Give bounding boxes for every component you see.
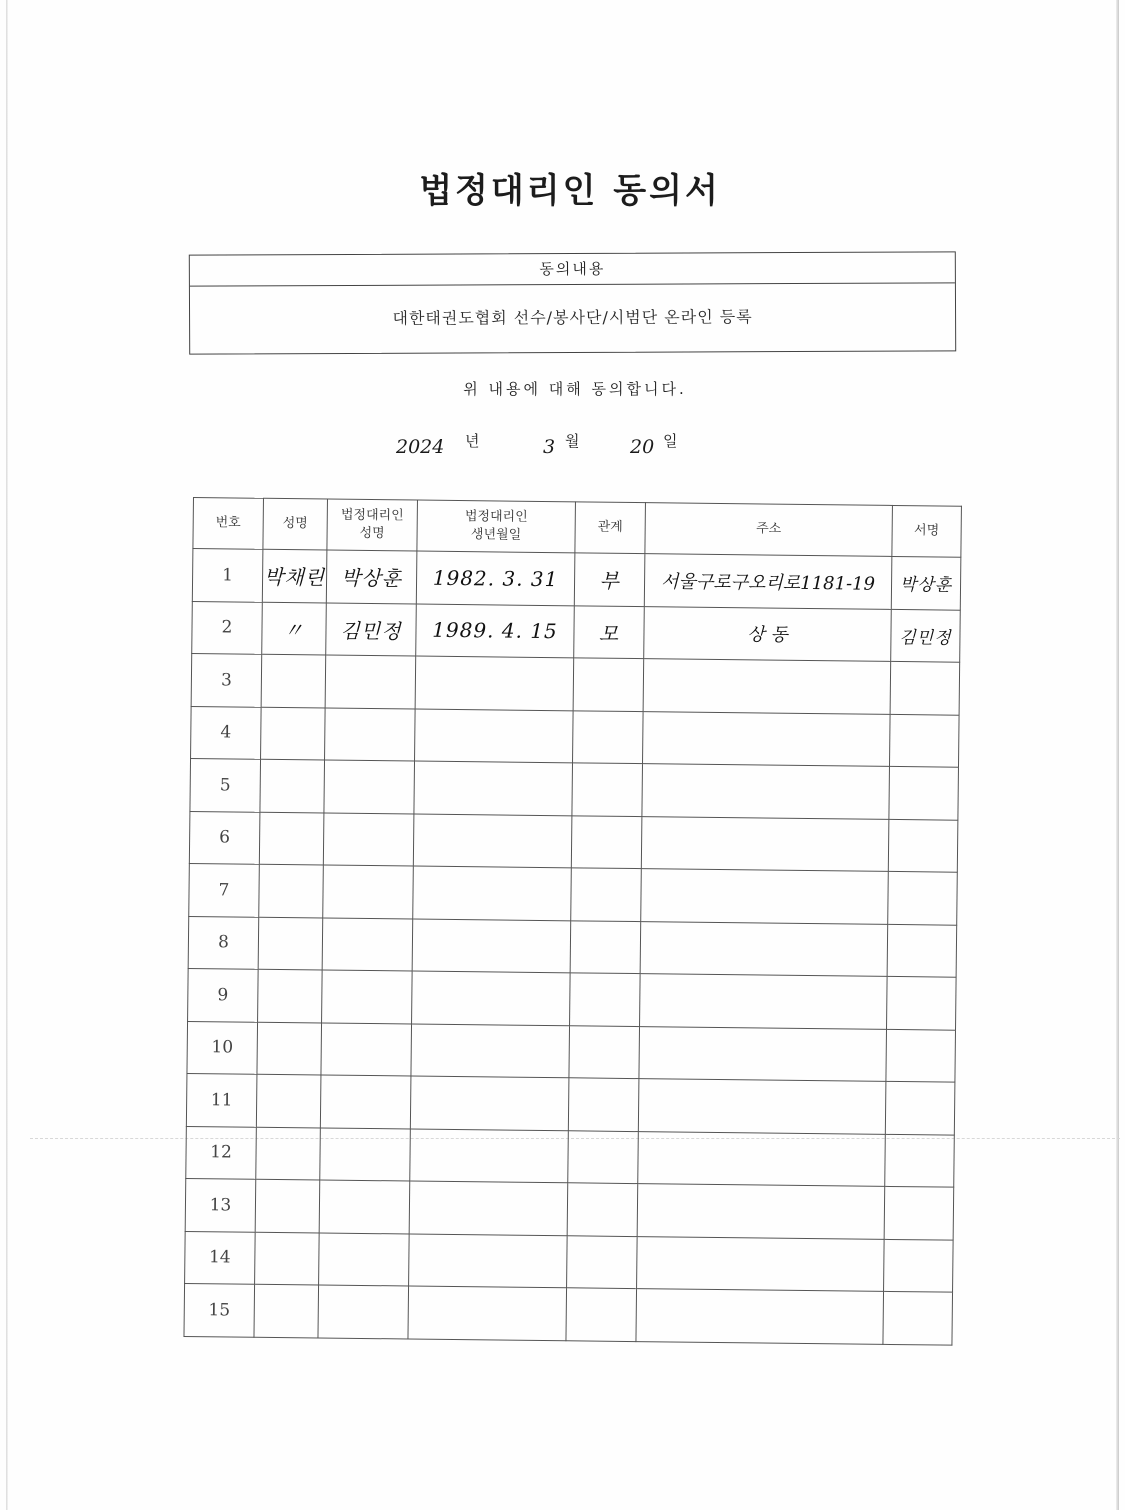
cell-relation: 부 xyxy=(574,553,645,606)
cell-name xyxy=(254,1284,319,1337)
cell-no: 11 xyxy=(186,1073,257,1126)
cell-signature xyxy=(890,661,960,714)
table-row xyxy=(189,811,958,872)
page-edge-right xyxy=(1116,0,1119,1510)
cell-no: 13 xyxy=(185,1178,256,1231)
header-guardian-name-line2: 성명 xyxy=(359,525,385,542)
cell-guardian-name xyxy=(320,1127,411,1181)
table-row xyxy=(191,706,960,767)
cell-guardian-birth xyxy=(415,709,574,763)
table-row xyxy=(185,1231,954,1292)
table-header-row xyxy=(193,498,962,558)
cell-guardian-name xyxy=(323,813,414,867)
cell-address xyxy=(643,659,891,714)
cell-name: 〃 xyxy=(262,602,327,655)
cell-relation xyxy=(573,658,644,711)
cell-relation xyxy=(567,1235,638,1288)
cell-guardian-birth xyxy=(415,656,574,710)
consent-box xyxy=(189,251,956,354)
cell-no: 12 xyxy=(186,1126,257,1179)
cell-relation: 모 xyxy=(574,605,645,658)
cell-guardian-name xyxy=(325,655,416,709)
cell-guardian-name xyxy=(324,760,415,814)
header-no: 번호 xyxy=(193,498,264,550)
header-guardian-birth-line1: 법정대리인 xyxy=(464,509,528,525)
cell-no: 9 xyxy=(188,968,259,1021)
cell-relation xyxy=(570,920,641,973)
cell-name xyxy=(255,1232,320,1285)
cell-name xyxy=(258,969,323,1022)
cell-signature xyxy=(888,871,958,924)
consent-header: 동의내용 xyxy=(190,252,955,286)
cell-guardian-birth xyxy=(410,1129,569,1183)
roster-table xyxy=(183,497,961,1345)
cell-no: 5 xyxy=(190,758,261,811)
date-day: 20 xyxy=(630,436,655,458)
agree-statement: 위 내용에 대해 동의합니다. xyxy=(463,380,687,398)
cell-relation xyxy=(569,1025,640,1078)
date-year: 2024 xyxy=(396,436,445,458)
cell-guardian-name: 박상훈 xyxy=(326,550,417,604)
table-row xyxy=(184,1283,953,1344)
header-name: 성명 xyxy=(263,498,328,550)
cell-no: 6 xyxy=(189,811,260,864)
cell-name xyxy=(258,917,323,970)
cell-name xyxy=(260,759,325,812)
cell-signature xyxy=(885,1081,955,1134)
header-relation: 관계 xyxy=(575,502,646,554)
cell-address xyxy=(640,974,888,1029)
cell-no: 15 xyxy=(184,1283,255,1336)
cell-no: 10 xyxy=(187,1021,258,1074)
cell-relation xyxy=(571,868,642,921)
cell-signature xyxy=(885,1134,955,1187)
cell-no: 1 xyxy=(192,549,263,602)
cell-relation xyxy=(572,763,643,816)
cell-relation xyxy=(568,1130,639,1183)
table-row xyxy=(188,968,957,1029)
cell-guardian-name xyxy=(319,1232,410,1286)
date-year-unit: 년 xyxy=(465,432,480,450)
date-day-unit: 일 xyxy=(663,432,678,450)
cell-guardian-birth xyxy=(412,971,571,1025)
page-edge-left xyxy=(6,0,8,1510)
cell-name xyxy=(256,1127,321,1180)
cell-signature xyxy=(889,766,959,819)
roster-sheet xyxy=(183,497,964,1345)
cell-signature xyxy=(887,924,957,977)
cell-name xyxy=(259,812,324,865)
cell-address xyxy=(642,764,890,819)
date-month-unit: 월 xyxy=(565,432,580,450)
cell-name xyxy=(261,654,326,707)
cell-guardian-birth xyxy=(413,814,572,868)
cell-no: 14 xyxy=(185,1231,256,1284)
cell-no: 8 xyxy=(188,916,259,969)
cell-guardian-name xyxy=(325,708,416,762)
cell-name: 박채린 xyxy=(262,549,327,602)
table-row xyxy=(192,549,961,610)
cell-address xyxy=(641,816,889,871)
cell-guardian-birth: 1989. 4. 15 xyxy=(416,604,575,658)
cell-address xyxy=(641,869,889,924)
cell-address xyxy=(640,921,888,976)
cell-address xyxy=(637,1236,885,1291)
cell-address xyxy=(637,1184,885,1239)
cell-guardian-birth xyxy=(409,1181,568,1235)
cell-relation xyxy=(570,973,641,1026)
table-row xyxy=(189,863,958,924)
cell-no: 2 xyxy=(192,601,263,654)
cell-guardian-name xyxy=(319,1180,410,1234)
cell-name xyxy=(261,707,326,760)
cell-relation xyxy=(568,1078,639,1131)
cell-guardian-birth xyxy=(411,1024,570,1078)
header-guardian-name-line1: 법정대리인 xyxy=(340,507,404,524)
cell-address xyxy=(638,1079,886,1134)
cell-address xyxy=(639,1026,887,1081)
cell-relation xyxy=(571,815,642,868)
cell-signature xyxy=(887,976,957,1029)
header-address: 주소 xyxy=(645,503,893,557)
cell-guardian-birth xyxy=(412,919,571,973)
cell-guardian-name xyxy=(318,1285,409,1339)
header-signature: 서명 xyxy=(892,505,962,557)
cell-signature xyxy=(883,1291,953,1344)
cell-address: 서울구로구오리로1181-19 xyxy=(644,554,892,609)
table-row xyxy=(188,916,957,977)
cell-relation xyxy=(566,1288,637,1341)
cell-guardian-birth: 1982. 3. 31 xyxy=(416,551,575,605)
cell-guardian-name xyxy=(322,970,413,1024)
cell-name xyxy=(257,1022,322,1075)
cell-address xyxy=(636,1289,884,1344)
table-row xyxy=(185,1178,954,1239)
cell-guardian-birth xyxy=(408,1286,567,1340)
cell-guardian-birth xyxy=(409,1233,568,1287)
cell-relation xyxy=(567,1183,638,1236)
cell-guardian-name xyxy=(323,865,414,919)
table-row xyxy=(191,653,960,714)
table-row xyxy=(186,1073,955,1134)
table-row xyxy=(187,1021,956,1082)
cell-signature: 김민정 xyxy=(891,609,961,662)
cell-guardian-name xyxy=(322,917,413,971)
table-row xyxy=(190,758,959,819)
header-guardian-birth xyxy=(417,500,576,553)
cell-guardian-name: 김민정 xyxy=(326,603,417,657)
cell-signature: 박상훈 xyxy=(891,556,961,609)
cell-address: 상 동 xyxy=(644,606,892,661)
document-title: 법정대리인 동의서 xyxy=(419,171,721,211)
header-guardian-name xyxy=(327,499,418,551)
header-guardian-birth-line2: 생년월일 xyxy=(470,527,522,543)
cell-guardian-birth xyxy=(414,761,573,815)
table-row xyxy=(192,601,961,662)
cell-signature xyxy=(889,714,959,767)
cell-name xyxy=(259,864,324,917)
cell-signature xyxy=(886,1029,956,1082)
consent-body: 대한태권도협회 선수/봉사단/시범단 온라인 등록 xyxy=(392,307,753,328)
cell-address xyxy=(643,711,891,766)
cell-signature xyxy=(884,1239,954,1292)
cell-no: 4 xyxy=(191,706,262,759)
cell-signature xyxy=(888,819,958,872)
cell-guardian-birth xyxy=(413,866,572,920)
date-month: 3 xyxy=(543,436,556,458)
cell-signature xyxy=(884,1186,954,1239)
cell-address xyxy=(638,1131,886,1186)
cell-no: 7 xyxy=(189,863,260,916)
cell-name xyxy=(256,1074,321,1127)
cell-guardian-name xyxy=(321,1022,412,1076)
table-row xyxy=(186,1126,955,1187)
cell-guardian-name xyxy=(320,1075,411,1129)
cell-name xyxy=(255,1179,320,1232)
cell-no: 3 xyxy=(191,653,262,706)
cell-relation xyxy=(573,710,644,763)
cell-guardian-birth xyxy=(410,1076,569,1130)
roster-body xyxy=(184,549,961,1345)
